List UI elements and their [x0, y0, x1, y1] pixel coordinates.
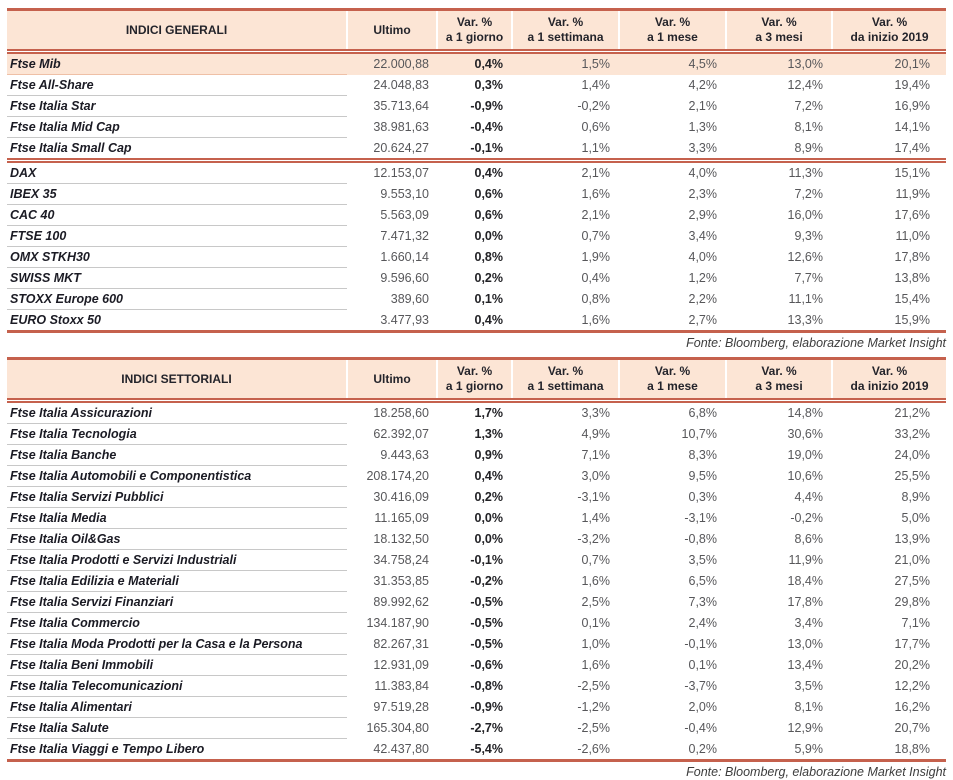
col-header-ultimo: Ultimo	[347, 10, 437, 50]
index-name: Ftse Italia Servizi Pubblici	[7, 487, 347, 508]
ultimo-value: 1.660,14	[380, 250, 429, 264]
table-row	[7, 205, 946, 226]
var-1-settimana: 2,1%	[581, 166, 610, 181]
var-1-giorno: -0,2%	[470, 574, 503, 588]
var-1-giorno: 1,7%	[474, 406, 503, 421]
var-da-inizio-2019: 8,9%	[901, 490, 930, 504]
var-1-settimana: -2,6%	[577, 741, 610, 756]
indici-settoriali-table	[7, 357, 946, 762]
var-da-inizio-2019: 12,2%	[894, 679, 930, 693]
var-da-inizio-2019: 17,4%	[894, 140, 930, 155]
var-1-giorno: 0,3%	[474, 78, 503, 92]
var-1-settimana: 7,1%	[581, 448, 610, 462]
ultimo-value: 18.258,60	[373, 406, 429, 421]
table-row	[7, 226, 946, 247]
var-1-mese: 9,5%	[688, 469, 717, 483]
var-da-inizio-2019: 20,2%	[894, 658, 930, 672]
var-1-mese: 1,2%	[688, 271, 717, 285]
var-da-inizio-2019: 21,2%	[894, 406, 930, 421]
var-1-settimana: -2,5%	[577, 679, 610, 693]
col-header-var-1-giorno: Var. % a 1 giorno	[437, 359, 512, 399]
var-1-mese: 1,3%	[688, 120, 717, 134]
var-da-inizio-2019: 29,8%	[894, 595, 930, 609]
ultimo-value: 11.383,84	[374, 679, 429, 693]
var-1-settimana: 0,8%	[581, 292, 610, 306]
ultimo-value: 9.553,10	[380, 187, 429, 201]
ultimo-value: 34.758,24	[373, 553, 429, 567]
ultimo-value: 31.353,85	[373, 574, 429, 588]
var-1-mese: 2,3%	[688, 187, 717, 201]
var-1-mese: 3,4%	[688, 229, 717, 243]
var-1-settimana: 2,5%	[581, 595, 610, 609]
var-1-settimana: -1,2%	[577, 700, 610, 714]
var-3-mesi: 13,0%	[726, 54, 832, 75]
var-da-inizio-2019: 11,9%	[895, 187, 930, 201]
index-name: Ftse Italia Media	[7, 508, 347, 529]
table-row	[7, 75, 946, 96]
ultimo-value: 12.153,07	[373, 166, 429, 181]
var-1-settimana: 0,1%	[581, 616, 610, 630]
ultimo-value: 24.048,83	[373, 78, 429, 92]
var-1-giorno: 0,2%	[474, 271, 503, 285]
var-da-inizio-2019: 17,6%	[894, 208, 930, 222]
index-name: Ftse Italia Commercio	[7, 613, 347, 634]
table-row	[7, 138, 946, 159]
var-1-settimana: -2,5%	[577, 721, 610, 735]
table-row	[7, 247, 946, 268]
var-3-mesi: 5,9%	[794, 741, 823, 756]
source-note: Fonte: Bloomberg, elaborazione Market Insight	[686, 765, 946, 779]
var-1-mese: -0,1%	[684, 637, 717, 651]
var-3-mesi: 8,1%	[794, 700, 823, 714]
var-1-mese: -3,7%	[684, 679, 717, 693]
var-3-mesi: 11,9%	[788, 553, 823, 567]
var-da-inizio-2019: 25,5%	[894, 469, 930, 483]
var-1-settimana: 0,4%	[581, 271, 610, 285]
table-row	[7, 184, 946, 205]
var-1-mese: 7,3%	[688, 595, 717, 609]
table-row	[7, 289, 946, 310]
table-row	[7, 613, 946, 634]
var-1-giorno: 0,4%	[474, 312, 503, 327]
var-1-giorno: -0,8%	[470, 679, 503, 693]
var-1-mese: 2,1%	[688, 99, 717, 113]
var-3-mesi: 9,3%	[794, 229, 823, 243]
table-row	[7, 96, 946, 117]
var-1-mese: -0,8%	[684, 532, 717, 546]
table-row	[7, 54, 946, 75]
var-3-mesi: -0,2%	[790, 511, 823, 525]
var-da-inizio-2019: 16,2%	[894, 700, 930, 714]
index-name: Ftse Italia Oil&Gas	[7, 529, 347, 550]
index-name: Ftse Italia Alimentari	[7, 697, 347, 718]
table-row	[7, 529, 946, 550]
table-row	[7, 550, 946, 571]
index-name: Ftse Italia Star	[7, 96, 347, 117]
var-3-mesi: 16,0%	[787, 208, 823, 222]
table-row	[7, 508, 946, 529]
var-1-giorno: -0,4%	[470, 120, 503, 134]
var-1-mese: 8,3%	[688, 448, 717, 462]
var-3-mesi: 11,3%	[788, 166, 823, 181]
var-1-giorno: -0,6%	[470, 658, 503, 672]
index-name: FTSE 100	[7, 226, 347, 247]
ultimo-value: 3.477,93	[380, 312, 429, 327]
var-1-giorno: 1,3%	[474, 427, 503, 441]
var-1-giorno: -0,1%	[470, 140, 503, 155]
ultimo-value: 12.931,09	[373, 658, 429, 672]
var-da-inizio-2019: 14,1%	[894, 120, 930, 134]
var-1-mese: 4,0%	[688, 250, 717, 264]
var-da-inizio-2019: 13,8%	[894, 271, 930, 285]
var-1-mese: 3,5%	[688, 553, 717, 567]
ultimo-value: 35.713,64	[373, 99, 429, 113]
var-1-mese: 0,2%	[688, 741, 717, 756]
index-name: Ftse Mib	[7, 54, 347, 75]
var-1-mese: 2,4%	[688, 616, 717, 630]
col-header-var-1-mese: Var. % a 1 mese	[619, 10, 726, 50]
index-name: Ftse Italia Prodotti e Servizi Industriali	[7, 550, 347, 571]
ultimo-value: 82.267,31	[373, 637, 429, 651]
var-3-mesi: 7,2%	[794, 99, 823, 113]
var-da-inizio-2019: 5,0%	[901, 511, 930, 525]
var-1-mese: 6,5%	[688, 574, 717, 588]
var-1-giorno: 0,0%	[474, 511, 503, 525]
table-row	[7, 268, 946, 289]
var-1-mese: 4,5%	[619, 54, 726, 75]
var-da-inizio-2019: 27,5%	[894, 574, 930, 588]
var-1-settimana: 1,4%	[581, 78, 610, 92]
var-da-inizio-2019: 7,1%	[901, 616, 930, 630]
var-1-settimana: -3,1%	[577, 490, 610, 504]
col-header-var-1-settimana: Var. % a 1 settimana	[512, 359, 619, 399]
index-name: Ftse Italia Servizi Finanziari	[7, 592, 347, 613]
var-da-inizio-2019: 21,0%	[894, 553, 930, 567]
var-1-settimana: 2,1%	[581, 208, 610, 222]
var-1-giorno: -0,5%	[470, 616, 503, 630]
var-1-giorno: -0,1%	[470, 553, 503, 567]
var-da-inizio-2019: 20,1%	[832, 54, 946, 75]
index-name: Ftse Italia Telecomunicazioni	[7, 676, 347, 697]
table-row	[7, 571, 946, 592]
table-row	[7, 403, 946, 424]
var-3-mesi: 13,0%	[787, 637, 823, 651]
var-1-settimana: 0,7%	[581, 553, 610, 567]
ultimo-value: 134.187,90	[366, 616, 429, 630]
var-1-settimana: 1,4%	[581, 511, 610, 525]
ultimo-value: 9.443,63	[380, 448, 429, 462]
var-1-settimana: 1,6%	[581, 187, 610, 201]
var-3-mesi: 13,4%	[787, 658, 823, 672]
var-1-giorno: 0,2%	[474, 490, 503, 504]
var-1-mese: 2,9%	[688, 208, 717, 222]
table-row	[7, 592, 946, 613]
var-3-mesi: 30,6%	[787, 427, 823, 441]
var-1-settimana: 4,9%	[581, 427, 610, 441]
table-row	[7, 310, 946, 331]
col-header-var-da-inizio-2019: Var. % da inizio 2019	[832, 10, 946, 50]
ultimo-value: 5.563,09	[380, 208, 429, 222]
var-3-mesi: 17,8%	[787, 595, 823, 609]
var-3-mesi: 18,4%	[787, 574, 823, 588]
var-da-inizio-2019: 24,0%	[894, 448, 930, 462]
var-da-inizio-2019: 33,2%	[894, 427, 930, 441]
var-1-mese: 2,2%	[688, 292, 717, 306]
index-name: IBEX 35	[7, 184, 347, 205]
col-header-var-1-giorno: Var. % a 1 giorno	[437, 10, 512, 50]
index-name: DAX	[7, 163, 347, 184]
ultimo-value: 89.992,62	[373, 595, 429, 609]
ultimo-value: 18.132,50	[373, 532, 429, 546]
var-1-mese: 4,0%	[688, 166, 717, 181]
var-1-settimana: 1,1%	[581, 140, 610, 155]
var-1-settimana: 1,0%	[581, 637, 610, 651]
ultimo-value: 208.174,20	[366, 469, 429, 483]
ultimo-value: 97.519,28	[373, 700, 429, 714]
ultimo-value: 22.000,88	[347, 54, 437, 75]
var-3-mesi: 7,2%	[794, 187, 823, 201]
var-3-mesi: 14,8%	[787, 406, 823, 421]
index-name: Ftse Italia Small Cap	[10, 141, 132, 155]
var-1-settimana: 1,6%	[581, 312, 610, 327]
ultimo-value: 165.304,80	[366, 721, 429, 735]
ultimo-value: 11.165,09	[374, 511, 429, 525]
var-3-mesi: 12,9%	[787, 721, 823, 735]
var-1-mese: 2,0%	[688, 700, 717, 714]
var-1-mese: 4,2%	[688, 78, 717, 92]
table-row	[7, 718, 946, 739]
var-3-mesi: 19,0%	[787, 448, 823, 462]
var-1-settimana: 1,5%	[512, 54, 619, 75]
var-1-giorno: 0,4%	[474, 469, 503, 483]
col-header-var-1-settimana: Var. % a 1 settimana	[512, 10, 619, 50]
var-3-mesi: 4,4%	[794, 490, 823, 504]
var-1-giorno: 0,0%	[474, 229, 503, 243]
table-title: INDICI SETTORIALI	[7, 359, 347, 399]
table-row	[7, 676, 946, 697]
var-1-mese: 10,7%	[681, 427, 717, 441]
var-1-giorno: -0,5%	[470, 637, 503, 651]
table-row	[7, 697, 946, 718]
index-name: Ftse Italia Tecnologia	[7, 424, 347, 445]
var-da-inizio-2019: 16,9%	[894, 99, 930, 113]
table-row	[7, 117, 946, 138]
var-da-inizio-2019: 20,7%	[894, 721, 930, 735]
var-1-giorno: 0,0%	[474, 532, 503, 546]
var-3-mesi: 8,6%	[794, 532, 823, 546]
index-name: OMX STKH30	[7, 247, 347, 268]
table-bottom-border	[7, 330, 946, 333]
var-1-giorno: 0,1%	[474, 292, 503, 306]
table-row	[7, 487, 946, 508]
var-1-giorno: 0,4%	[437, 54, 512, 75]
var-3-mesi: 3,5%	[794, 679, 823, 693]
var-1-settimana: 3,0%	[581, 469, 610, 483]
var-1-giorno: 0,4%	[474, 166, 503, 181]
table-title: INDICI GENERALI	[7, 10, 347, 50]
index-name: CAC 40	[7, 205, 347, 226]
index-name: Ftse Italia Beni Immobili	[7, 655, 347, 676]
source-note: Fonte: Bloomberg, elaborazione Market Insight	[686, 336, 946, 350]
var-1-giorno: 0,9%	[474, 448, 503, 462]
var-1-settimana: 1,6%	[581, 658, 610, 672]
var-1-mese: 2,7%	[688, 312, 717, 327]
table-row	[7, 163, 946, 184]
var-da-inizio-2019: 15,9%	[894, 312, 930, 327]
ultimo-value: 9.596,60	[380, 271, 429, 285]
index-name: Ftse Italia Viaggi e Tempo Libero	[10, 742, 205, 756]
col-header-var-3-mesi: Var. % a 3 mesi	[726, 10, 832, 50]
index-name: SWISS MKT	[7, 268, 347, 289]
var-1-giorno: 0,6%	[474, 187, 503, 201]
table-header-row	[7, 359, 946, 399]
var-1-mese: 6,8%	[688, 406, 717, 421]
index-name: Ftse Italia Salute	[7, 718, 347, 739]
var-3-mesi: 12,6%	[787, 250, 823, 264]
var-1-settimana: 1,6%	[581, 574, 610, 588]
var-1-settimana: 0,7%	[581, 229, 610, 243]
ultimo-value: 7.471,32	[380, 229, 429, 243]
col-header-var-da-inizio-2019: Var. % da inizio 2019	[832, 359, 946, 399]
col-header-var-1-mese: Var. % a 1 mese	[619, 359, 726, 399]
col-header-ultimo: Ultimo	[347, 359, 437, 399]
var-3-mesi: 10,6%	[787, 469, 823, 483]
index-name: Ftse Italia Edilizia e Materiali	[7, 571, 347, 592]
ultimo-value: 42.437,80	[373, 741, 429, 756]
var-da-inizio-2019: 15,1%	[894, 166, 930, 181]
index-name: Ftse Italia Assicurazioni	[7, 403, 347, 424]
var-1-settimana: 3,3%	[581, 406, 610, 421]
var-3-mesi: 7,7%	[794, 271, 823, 285]
var-1-giorno: -5,4%	[470, 741, 503, 756]
index-name: STOXX Europe 600	[7, 289, 347, 310]
ultimo-value: 30.416,09	[373, 490, 429, 504]
var-1-giorno: -0,9%	[470, 700, 503, 714]
ultimo-value: 389,60	[390, 292, 429, 306]
index-name: Ftse Italia Banche	[7, 445, 347, 466]
var-3-mesi: 11,1%	[788, 292, 823, 306]
var-1-settimana: -0,2%	[577, 99, 610, 113]
ultimo-value: 38.981,63	[373, 120, 429, 134]
ultimo-value: 20.624,27	[373, 140, 429, 155]
table-header-row	[7, 10, 946, 50]
var-da-inizio-2019: 17,8%	[894, 250, 930, 264]
var-1-giorno: 0,6%	[474, 208, 503, 222]
index-name: Ftse All-Share	[7, 75, 347, 96]
var-1-giorno: -2,7%	[470, 721, 503, 735]
var-da-inizio-2019: 17,7%	[894, 637, 930, 651]
var-1-settimana: 1,9%	[581, 250, 610, 264]
ultimo-value: 62.392,07	[373, 427, 429, 441]
var-1-settimana: -3,2%	[577, 532, 610, 546]
var-1-giorno: 0,8%	[474, 250, 503, 264]
var-1-mese: -3,1%	[684, 511, 717, 525]
table-bottom-border	[7, 759, 946, 762]
var-3-mesi: 8,1%	[794, 120, 823, 134]
var-da-inizio-2019: 15,4%	[894, 292, 930, 306]
table-row	[7, 655, 946, 676]
var-1-mese: 3,3%	[688, 140, 717, 155]
var-3-mesi: 12,4%	[787, 78, 823, 92]
indici-generali-table	[7, 8, 946, 333]
var-da-inizio-2019: 18,8%	[894, 741, 930, 756]
col-header-var-3-mesi: Var. % a 3 mesi	[726, 359, 832, 399]
table-row	[7, 634, 946, 655]
var-1-mese: -0,4%	[684, 721, 717, 735]
index-name: Ftse Italia Mid Cap	[7, 117, 347, 138]
var-da-inizio-2019: 13,9%	[894, 532, 930, 546]
index-name: Ftse Italia Automobili e Componentistica	[7, 466, 347, 487]
var-1-mese: 0,1%	[688, 658, 717, 672]
table-row	[7, 466, 946, 487]
var-da-inizio-2019: 11,0%	[895, 229, 930, 243]
var-1-settimana: 0,6%	[581, 120, 610, 134]
table-row	[7, 424, 946, 445]
table-row	[7, 445, 946, 466]
var-1-mese: 0,3%	[688, 490, 717, 504]
var-1-giorno: -0,5%	[470, 595, 503, 609]
var-3-mesi: 3,4%	[794, 616, 823, 630]
var-3-mesi: 13,3%	[787, 312, 823, 327]
var-da-inizio-2019: 19,4%	[894, 78, 930, 92]
var-1-giorno: -0,9%	[470, 99, 503, 113]
index-name: Ftse Italia Moda Prodotti per la Casa e la Persona	[7, 634, 347, 655]
var-3-mesi: 8,9%	[794, 140, 823, 155]
index-name: EURO Stoxx 50	[10, 313, 102, 327]
